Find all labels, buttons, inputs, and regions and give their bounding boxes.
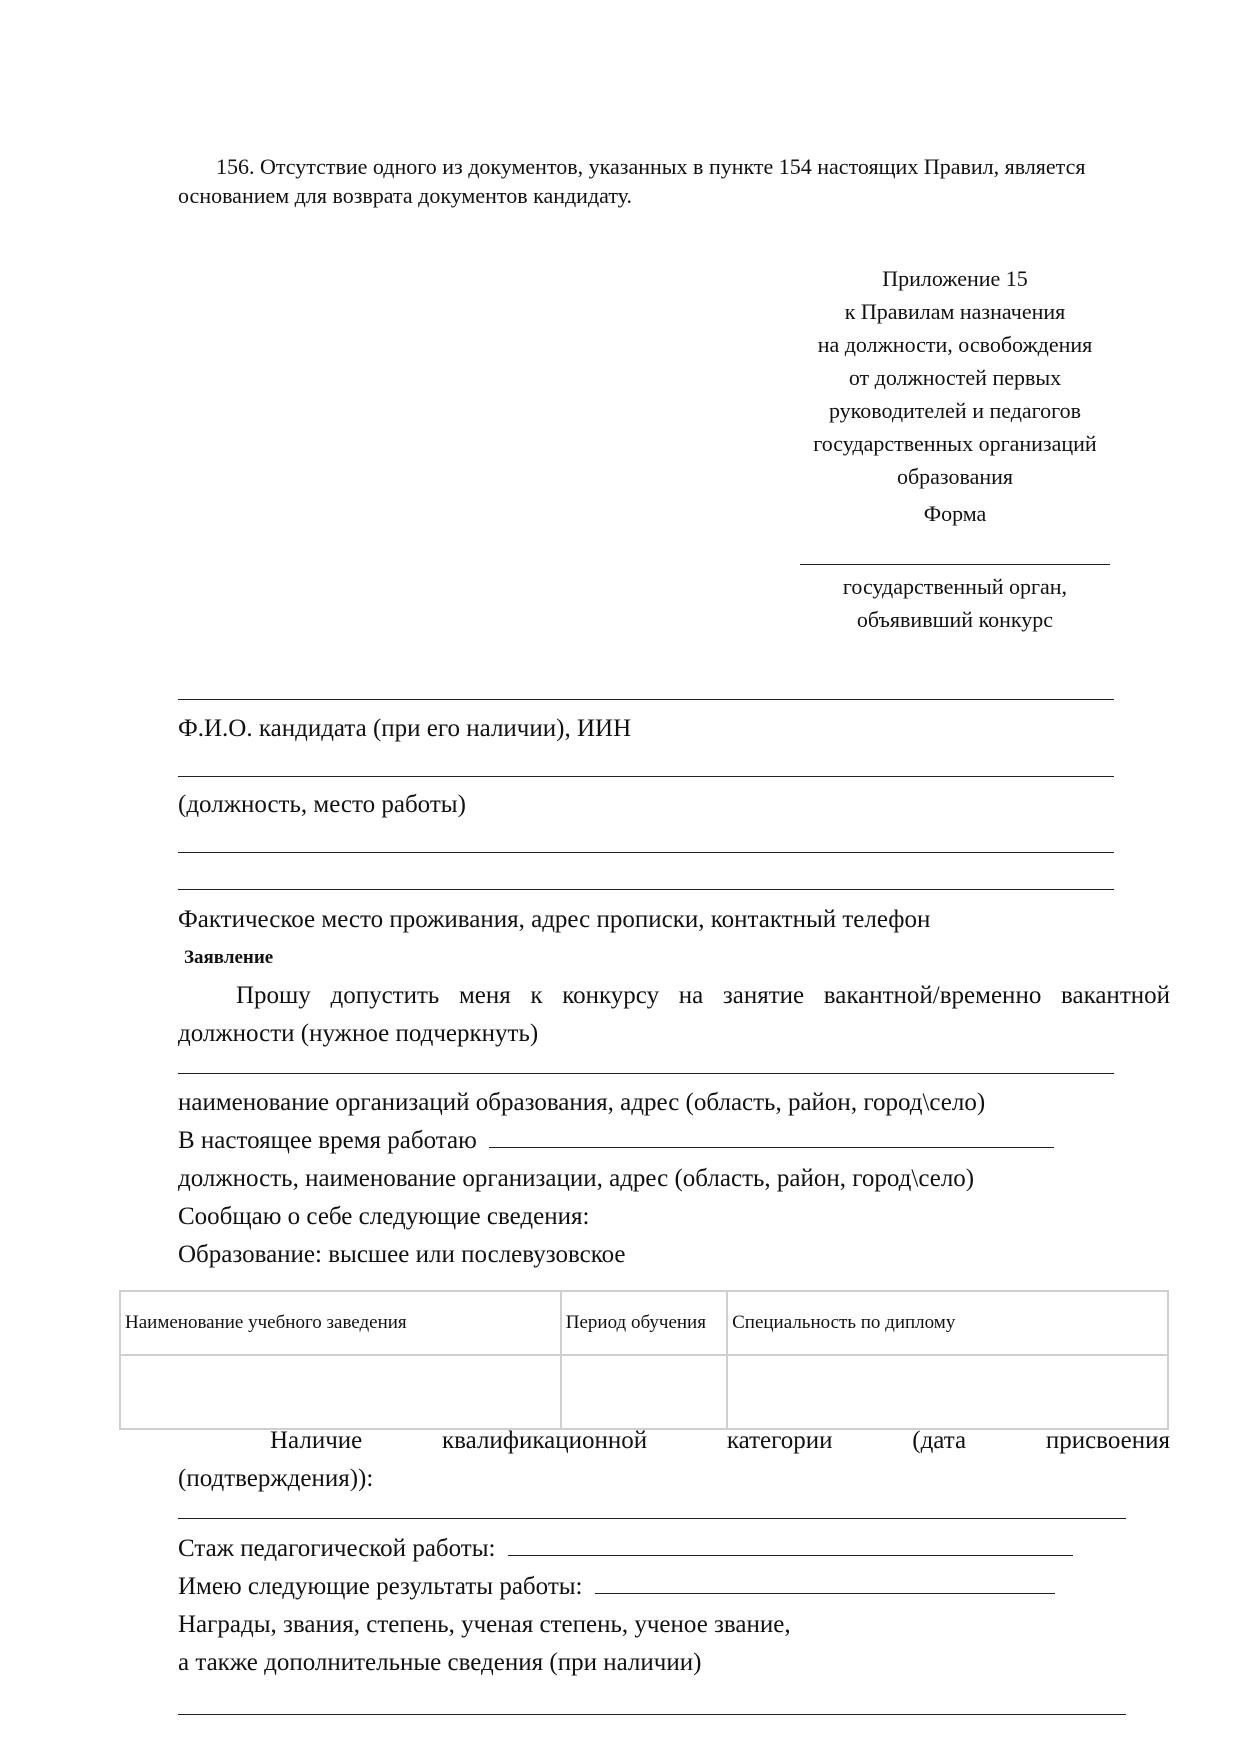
- organization-caption: наименование организаций образования, адрес (область, район, город\село): [178, 1089, 986, 1116]
- results-row: [178, 1570, 1055, 1604]
- request-text: [178, 977, 1170, 1053]
- cell-specialty[interactable]: [727, 1355, 1168, 1429]
- fio-fill-line[interactable]: [178, 699, 1114, 700]
- results-label: Имею следующие результаты работы:: [178, 1573, 583, 1600]
- qualification-word: квалификационной: [442, 1427, 648, 1454]
- appendix-line: образования: [896, 464, 1014, 489]
- table-header-row: [120, 1291, 1168, 1355]
- appendix-line: на должности, освобождения: [817, 332, 1093, 357]
- position-caption: (должность, место работы): [178, 791, 466, 818]
- table-row: [120, 1355, 1168, 1429]
- appendix-line: Приложение 15: [882, 266, 1028, 291]
- qualification-line-2: (подтверждения)):: [178, 1465, 374, 1492]
- appendix-header: [790, 262, 1120, 530]
- qualification-line-1: [178, 1422, 1170, 1460]
- authority-caption-line: государственный орган,: [842, 574, 1068, 599]
- authority-caption-line: объявивший конкурс: [856, 607, 1054, 632]
- fio-caption: Ф.И.О. кандидата (при его наличии), ИИН: [178, 715, 632, 742]
- cell-study-period[interactable]: [561, 1355, 727, 1429]
- experience-fill-line[interactable]: [508, 1535, 1073, 1556]
- awards-line-1: Награды, звания, степень, ученая степень, ученое звание,: [178, 1611, 791, 1638]
- address-fill-line-1[interactable]: [178, 852, 1114, 853]
- awards-line-2: а также дополнительные сведения (при наличии): [178, 1649, 702, 1676]
- education-label: Образование: высшее или послевузовское: [178, 1241, 626, 1268]
- address-caption: Фактическое место проживания, адрес прописки, контактный телефон: [178, 906, 931, 933]
- header-institution: Наименование учебного заведения: [120, 1291, 561, 1355]
- request-line-1: Прошу допустить меня к конкурсу на занятие вакантной/временно: [236, 982, 1042, 1009]
- current-work-caption: должность, наименование организации, адрес (область, район, город\село): [178, 1165, 975, 1192]
- current-work-label: В настоящее время работаю: [178, 1127, 477, 1154]
- experience-label: Стаж педагогической работы:: [178, 1535, 496, 1562]
- qualification-word: категории: [726, 1427, 833, 1454]
- appendix-line: государственных организаций: [813, 431, 1097, 456]
- education-table: [119, 1290, 1169, 1430]
- qualification-word: присвоения: [1045, 1427, 1170, 1454]
- current-work-fill-line[interactable]: [489, 1127, 1054, 1148]
- qualification-text: [178, 1422, 1170, 1498]
- results-fill-line[interactable]: [595, 1573, 1055, 1594]
- statement-title: Заявление: [184, 947, 274, 968]
- header-study-period: Период обучения: [561, 1291, 727, 1355]
- position-fill-line[interactable]: [178, 776, 1114, 777]
- form-label: Форма: [923, 501, 987, 526]
- address-fill-line-2[interactable]: [178, 889, 1114, 890]
- qualification-word: Наличие: [270, 1427, 363, 1454]
- appendix-line: руководителей и педагогов: [828, 398, 1082, 423]
- cell-institution[interactable]: [120, 1355, 561, 1429]
- awards-fill-line[interactable]: [178, 1714, 1126, 1715]
- authority-fill-line[interactable]: [800, 540, 1110, 565]
- appendix-line: к Правилам назначения: [844, 299, 1066, 324]
- appendix-line: от должностей первых: [848, 365, 1062, 390]
- qualification-word: (дата: [912, 1427, 967, 1454]
- info-intro: Сообщаю о себе следующие сведения:: [178, 1203, 590, 1230]
- header-specialty: Специальность по диплому: [727, 1291, 1168, 1355]
- experience-row: [178, 1532, 1073, 1566]
- qualification-fill-line[interactable]: [178, 1518, 1126, 1519]
- current-work-row: [178, 1124, 1054, 1158]
- request-line-2: вакантной должности (нужное подчеркнуть): [178, 982, 1170, 1047]
- paragraph-156: 156. Отсутствие одного из документов, указанных в пункте 154 настоящих Правил, является основанием для возврата документов кандидату.: [178, 154, 1086, 208]
- organization-fill-line[interactable]: [178, 1073, 1114, 1074]
- authority-caption: [790, 570, 1120, 636]
